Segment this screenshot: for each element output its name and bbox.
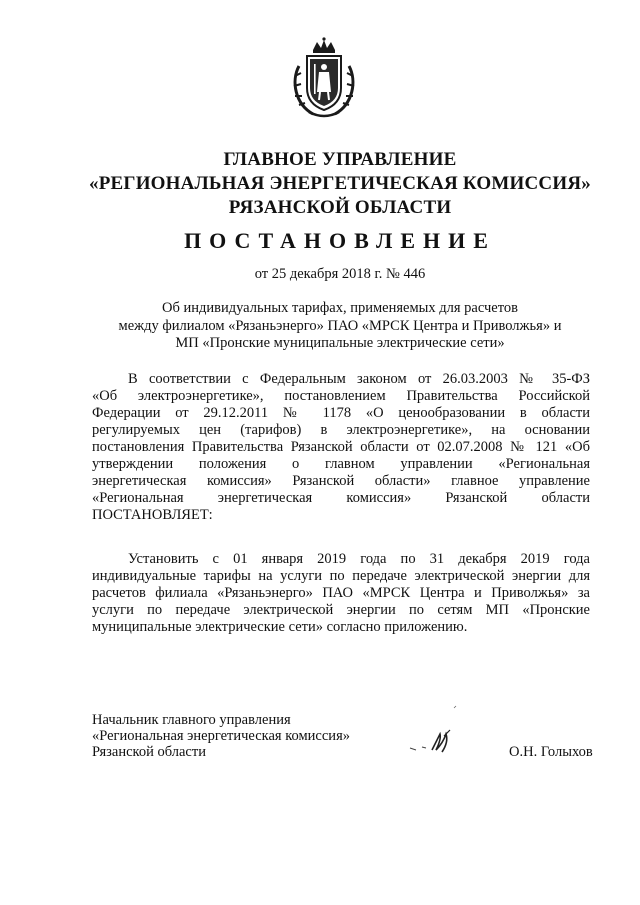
position-line: Начальник главного управления xyxy=(92,712,291,728)
body-line: Федерации от 29.12.2011 № 1178 «О ценообразовании в области xyxy=(92,405,590,421)
resolution-paragraph xyxy=(92,551,590,636)
authority-name-line-3: РЯЗАНСКОЙ ОБЛАСТИ xyxy=(228,197,452,218)
preamble-paragraph xyxy=(92,371,590,524)
body-line: индивидуальные тарифы на услуги по передаче электрической энергии для xyxy=(92,568,590,584)
body-line: «Региональная энергетическая комиссия» Рязанской области xyxy=(92,490,590,506)
body-line: энергетическая комиссия» Рязанской области» главное управление xyxy=(92,473,590,489)
body-line: «Об электроэнергетике», постановлением Правительства Российской xyxy=(92,388,590,404)
handwritten-signature-icon xyxy=(392,700,472,760)
subject-line: МП «Пронские муниципальные электрические сети» xyxy=(175,335,505,351)
body-line: услуги по передаче электрической энергии по сетям МП «Пронские xyxy=(92,602,590,618)
coat-of-arms-icon xyxy=(289,36,359,120)
authority-name-line-1: ГЛАВНОЕ УПРАВЛЕНИЕ xyxy=(223,149,457,170)
body-line: ПОСТАНОВЛЯЕТ: xyxy=(92,507,213,523)
position-line: «Региональная энергетическая комиссия» xyxy=(92,728,350,744)
body-line: Установить с 01 января 2019 года по 31 декабря 2019 года xyxy=(128,551,590,567)
subject-line: между филиалом «Рязаньэнерго» ПАО «МРСК Центра и Приволжья» и xyxy=(118,317,562,334)
body-line: регулируемых цен (тарифов) в электроэнергетике», на основании xyxy=(92,422,590,438)
body-line: расчетов филиала «Рязаньэнерго» ПАО «МРСК Центра и Приволжья» за xyxy=(92,585,590,601)
decree-subject xyxy=(40,300,640,353)
body-line: В соответствии с Федеральным законом от 26.03.2003 № 35-ФЗ xyxy=(128,371,590,387)
signatory-name: О.Н. Голыхов xyxy=(509,744,593,760)
signatory-position xyxy=(92,712,350,760)
decree-date: от 25 декабря 2018 г. № 446 xyxy=(254,266,426,282)
body-line: утверждении положения о главном управлении «Региональная xyxy=(92,456,590,472)
decree-title: ПОСТАНОВЛЕНИЕ xyxy=(184,228,496,253)
authority-name-line-2: «РЕГИОНАЛЬНАЯ ЭНЕРГЕТИЧЕСКАЯ КОМИССИЯ» xyxy=(89,173,591,194)
subject-line: Об индивидуальных тарифах, применяемых для расчетов xyxy=(161,300,518,316)
body-line: постановления Правительства Рязанской области от 02.07.2008 № 121 «Об xyxy=(92,439,590,455)
position-line: Рязанской области xyxy=(92,744,206,760)
body-line: муниципальные электрические сети» согласно приложению. xyxy=(92,619,468,635)
